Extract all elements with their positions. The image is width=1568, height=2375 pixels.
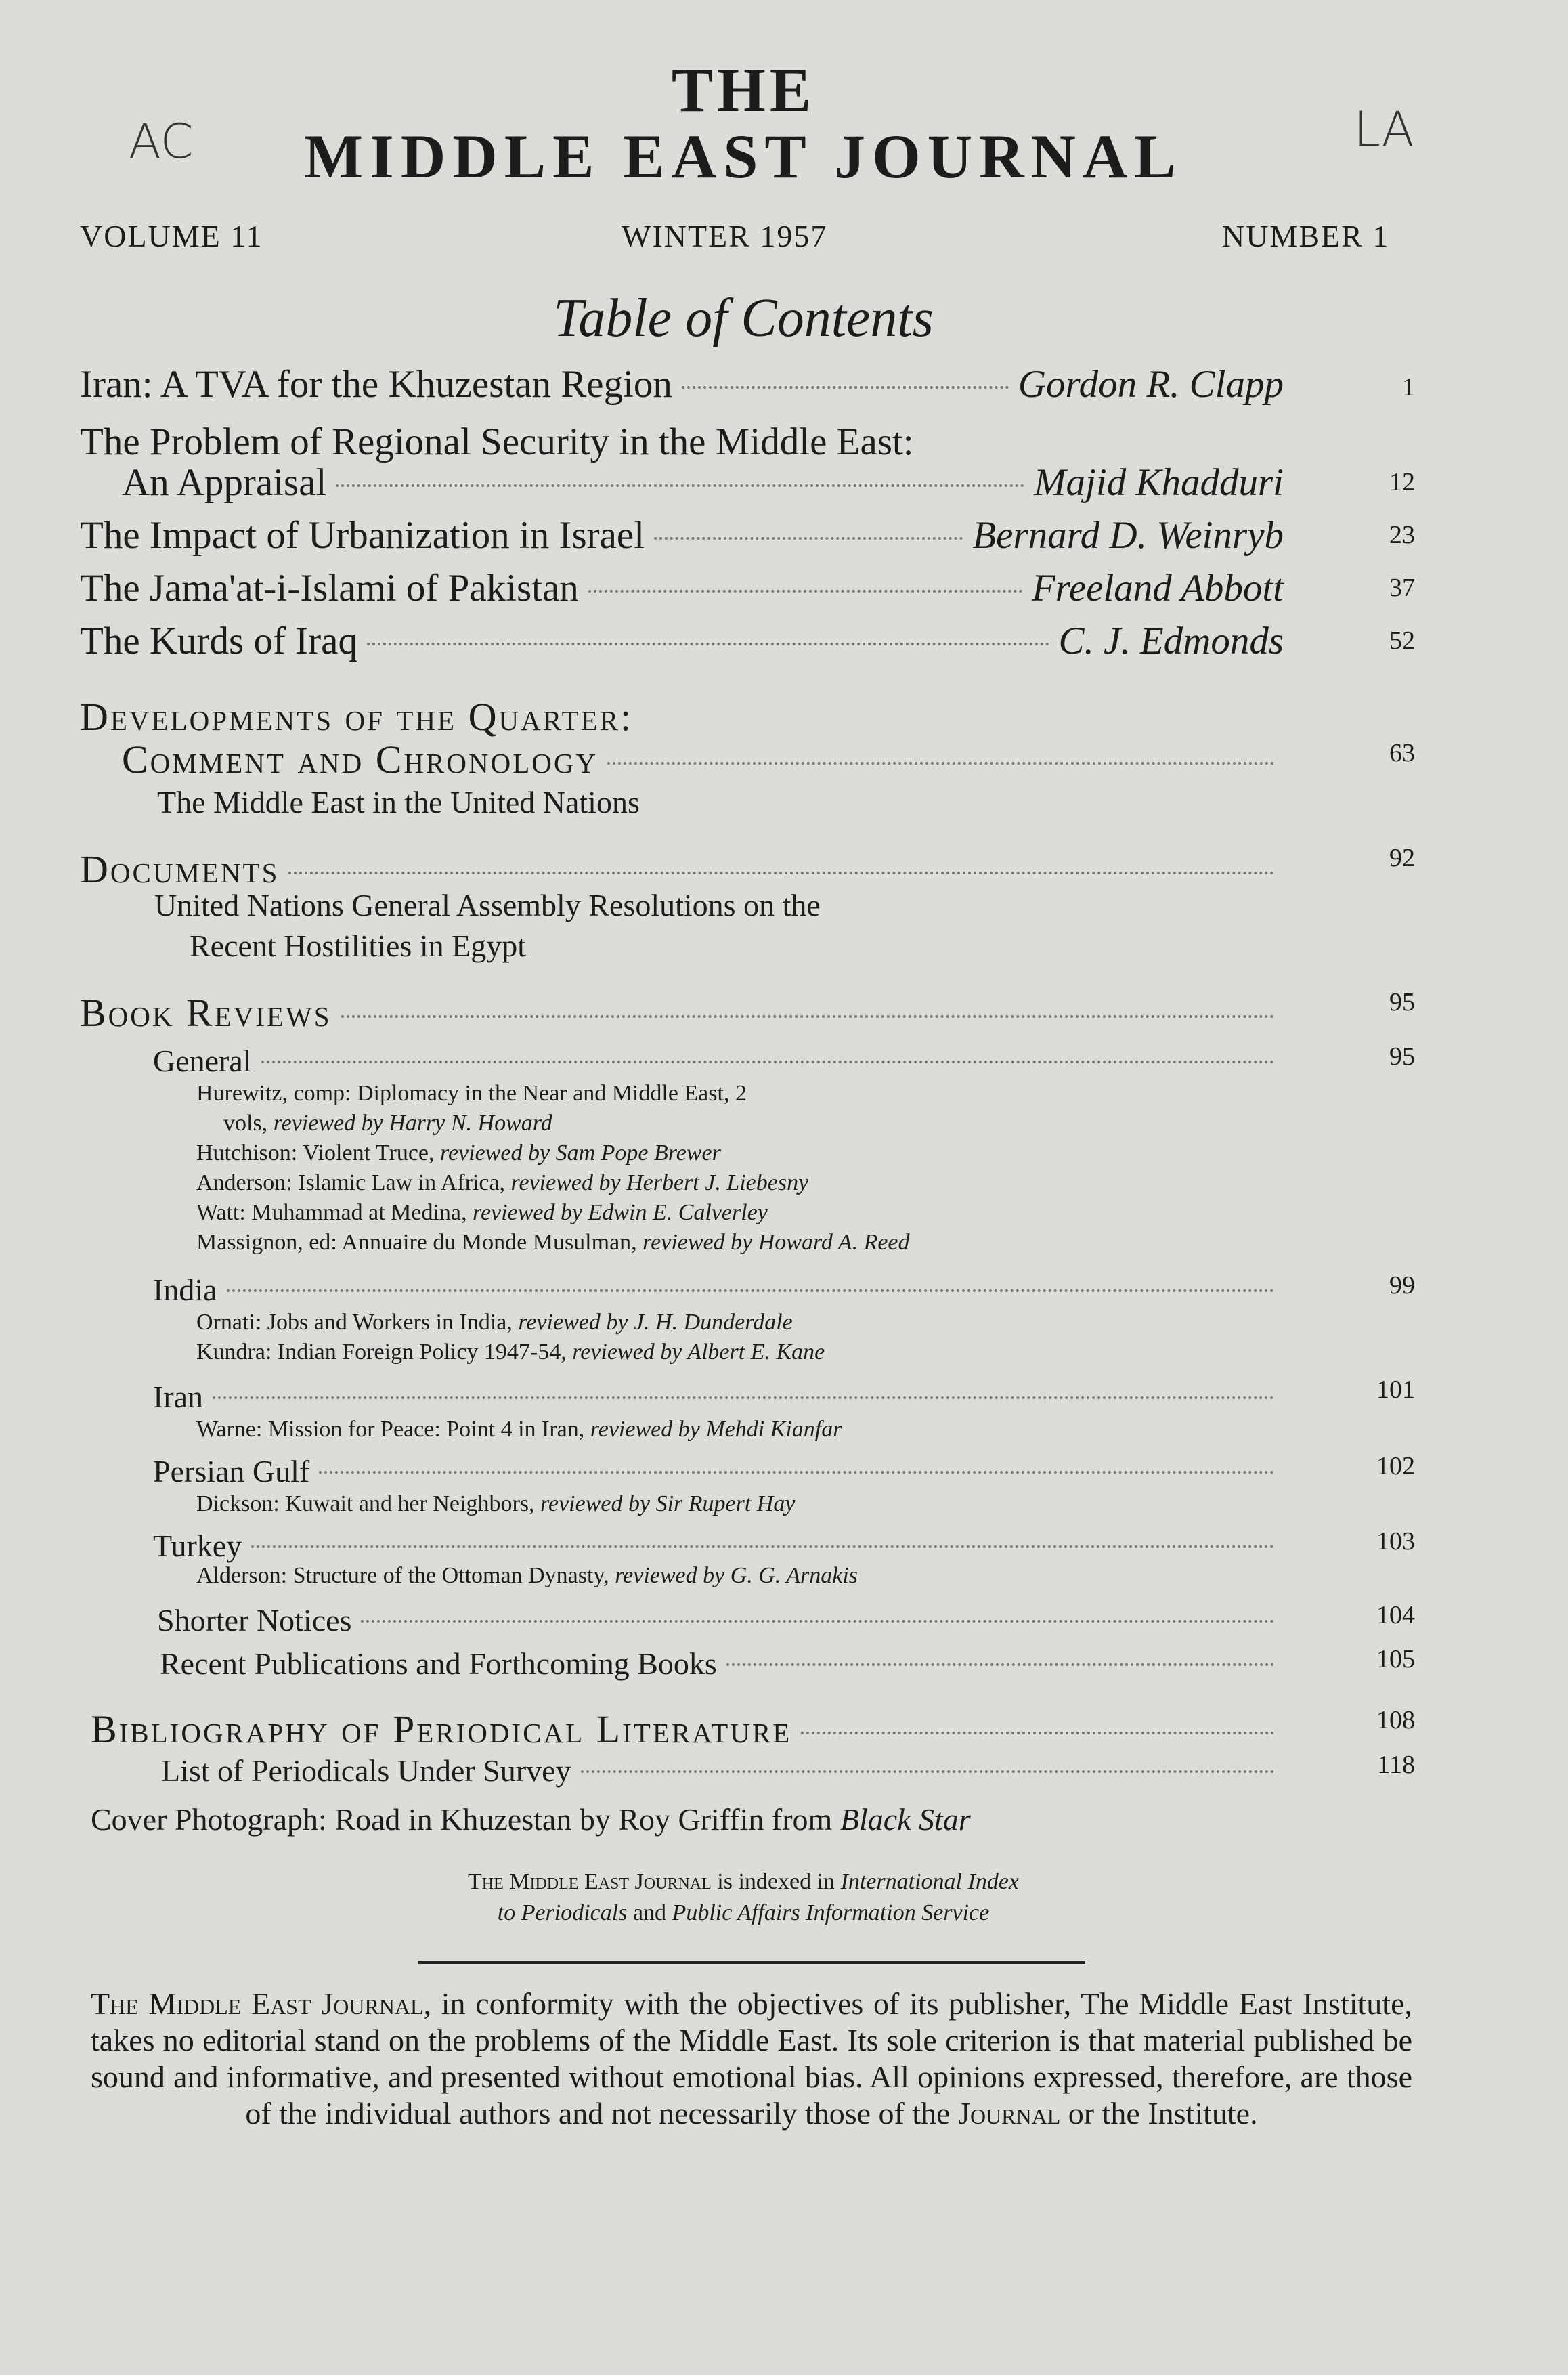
page-number: 95 <box>1389 1042 1415 1071</box>
toc-entry[interactable] <box>157 1602 1284 1638</box>
article-author: Freeland Abbott <box>1031 567 1284 609</box>
masthead-title: MIDDLE EAST JOURNAL <box>304 122 1183 191</box>
issue-season: WINTER 1957 <box>622 219 828 253</box>
toc-entry[interactable] <box>153 1272 1284 1308</box>
toc-entry[interactable] <box>80 513 1284 557</box>
review-item: Anderson: Islamic Law in Africa, reviewed by Herbert J. Liebesny <box>196 1170 809 1195</box>
dot-leader <box>251 1545 1274 1548</box>
indexed-note-line2: to Periodicals and Public Affairs Information Service <box>497 1900 990 1925</box>
toc-entry[interactable] <box>80 619 1284 663</box>
page-number: 95 <box>1389 988 1415 1017</box>
review-item: Massignon, ed: Annuaire du Monde Musulman, reviewed by Howard A. Reed <box>196 1230 910 1255</box>
article-author: Gordon R. Clapp <box>1018 363 1284 406</box>
article-author: Majid Khadduri <box>1034 461 1284 504</box>
dot-leader <box>319 1471 1274 1474</box>
dot-leader <box>726 1663 1274 1666</box>
dot-leader <box>336 484 1024 487</box>
toc-entry[interactable] <box>153 1379 1284 1415</box>
subsection-title: Recent Hostilities in Egypt <box>190 928 526 963</box>
toc-entry[interactable] <box>153 1043 1284 1079</box>
dot-leader <box>654 537 963 540</box>
page-number: 118 <box>1377 1751 1415 1779</box>
page-number: 1 <box>1402 373 1415 402</box>
page-number: 105 <box>1376 1645 1415 1673</box>
dot-leader <box>361 1620 1274 1623</box>
review-item: Hutchison: Violent Truce, reviewed by Sam Pope Brewer <box>196 1140 721 1165</box>
issue-number: NUMBER 1 <box>1222 219 1390 253</box>
toc-entry[interactable] <box>153 1453 1284 1489</box>
section-book-reviews: Book Reviews <box>80 991 332 1035</box>
review-category: Recent Publications and Forthcoming Books <box>160 1646 717 1681</box>
dot-leader <box>341 1015 1274 1018</box>
article-title: The Impact of Urbanization in Israel <box>80 514 645 557</box>
article-author: Bernard D. Weinryb <box>972 514 1284 557</box>
subsection-title: List of Periodicals Under Survey <box>161 1753 571 1788</box>
dot-leader <box>213 1396 1274 1399</box>
article-title: Iran: A TVA for the Khuzestan Region <box>80 363 672 406</box>
review-item: Kundra: Indian Foreign Policy 1947-54, reviewed by Albert E. Kane <box>196 1340 825 1365</box>
divider-rule <box>418 1961 1085 1964</box>
review-category: General <box>153 1044 252 1078</box>
cover-credit: Cover Photograph: Road in Khuzestan by Roy Griffin from Black Star <box>91 1802 971 1837</box>
article-title: An Appraisal <box>122 461 327 504</box>
toc-entry[interactable] <box>122 737 1284 782</box>
review-item: Watt: Muhammad at Medina, reviewed by Edwin E. Calverley <box>196 1200 768 1225</box>
masthead-the: THE <box>671 56 816 125</box>
toc-entry[interactable] <box>160 1646 1284 1682</box>
handwritten-mark-right: LA <box>1354 102 1414 157</box>
subsection-title: The Middle East in the United Nations <box>157 785 640 819</box>
toc-entry[interactable] <box>80 566 1284 610</box>
dot-leader <box>607 762 1274 765</box>
page-number: 102 <box>1376 1452 1415 1480</box>
page-number: 101 <box>1376 1375 1415 1404</box>
article-title-line1: The Problem of Regional Security in the Middle East: <box>80 421 914 463</box>
review-item: Alderson: Structure of the Ottoman Dynasty, reviewed by G. G. Arnakis <box>196 1563 858 1588</box>
handwritten-mark-left: AC <box>129 114 194 169</box>
dot-leader <box>588 590 1022 593</box>
toc-heading: Table of Contents <box>553 288 934 348</box>
volume-label: VOLUME 11 <box>80 219 263 253</box>
article-title: The Jama'at-i-Islami of Pakistan <box>80 567 579 609</box>
page-number: 99 <box>1389 1271 1415 1300</box>
indexed-note: The Middle East Journal is indexed in International Index <box>467 1869 1019 1894</box>
toc-entry[interactable] <box>80 847 1284 892</box>
dot-leader <box>288 872 1274 874</box>
toc-entry[interactable] <box>153 1528 1284 1564</box>
page-number: 108 <box>1376 1706 1415 1734</box>
page-number: 37 <box>1389 574 1415 602</box>
page-number: 92 <box>1389 844 1415 872</box>
toc-entry[interactable] <box>122 461 1284 505</box>
article-author: C. J. Edmonds <box>1058 620 1284 662</box>
section-developments-sub: Comment and Chronology <box>122 737 598 782</box>
toc-entry[interactable] <box>161 1753 1284 1789</box>
page-number: 104 <box>1376 1601 1415 1629</box>
toc-entry[interactable] <box>80 990 1284 1035</box>
review-item: Ornati: Jobs and Workers in India, reviewed by J. H. Dunderdale <box>196 1310 793 1335</box>
subsection-title: United Nations General Assembly Resolutions on the <box>154 888 821 922</box>
page-number: 23 <box>1389 521 1415 549</box>
review-category: Persian Gulf <box>153 1454 310 1489</box>
dot-leader <box>261 1061 1274 1063</box>
review-category: Turkey <box>153 1528 242 1563</box>
toc-entry[interactable] <box>80 362 1284 406</box>
section-bibliography: Bibliography of Periodical Literature <box>91 1707 792 1751</box>
page-number: 12 <box>1389 468 1415 496</box>
section-developments: Developments of the Quarter: <box>80 695 634 739</box>
page-number: 63 <box>1389 739 1415 767</box>
review-item: vols, reviewed by Harry N. Howard <box>223 1111 552 1136</box>
review-item: Dickson: Kuwait and her Neighbors, reviewed by Sir Rupert Hay <box>196 1491 796 1516</box>
review-category: Shorter Notices <box>157 1603 352 1638</box>
review-item: Hurewitz, comp: Diplomacy in the Near and Middle East, 2 <box>196 1081 747 1106</box>
editorial-policy: The Middle East Journal, in conformity with the objectives of its publisher, The Middle East Institute, takes no editorial stand on the problems of the Middle East. Its sole criterion is that material published be sound and informative, and presented without emotional bias. All opinions expressed, therefore, are those of the individual authors and not necessarily those of the Journal or the Institute. <box>91 1986 1412 2131</box>
section-documents: Documents <box>80 847 280 891</box>
dot-leader <box>581 1770 1274 1773</box>
dot-leader <box>367 643 1049 645</box>
article-title: The Kurds of Iraq <box>80 620 357 662</box>
dot-leader <box>801 1732 1274 1734</box>
review-item: Warne: Mission for Peace: Point 4 in Iran, reviewed by Mehdi Kianfar <box>196 1417 842 1442</box>
dot-leader <box>682 386 1009 389</box>
page-number: 52 <box>1389 626 1415 655</box>
toc-entry[interactable] <box>91 1707 1284 1752</box>
page-number: 103 <box>1376 1527 1415 1556</box>
review-category: Iran <box>153 1379 204 1414</box>
review-category: India <box>153 1272 217 1307</box>
dot-leader <box>227 1289 1274 1292</box>
